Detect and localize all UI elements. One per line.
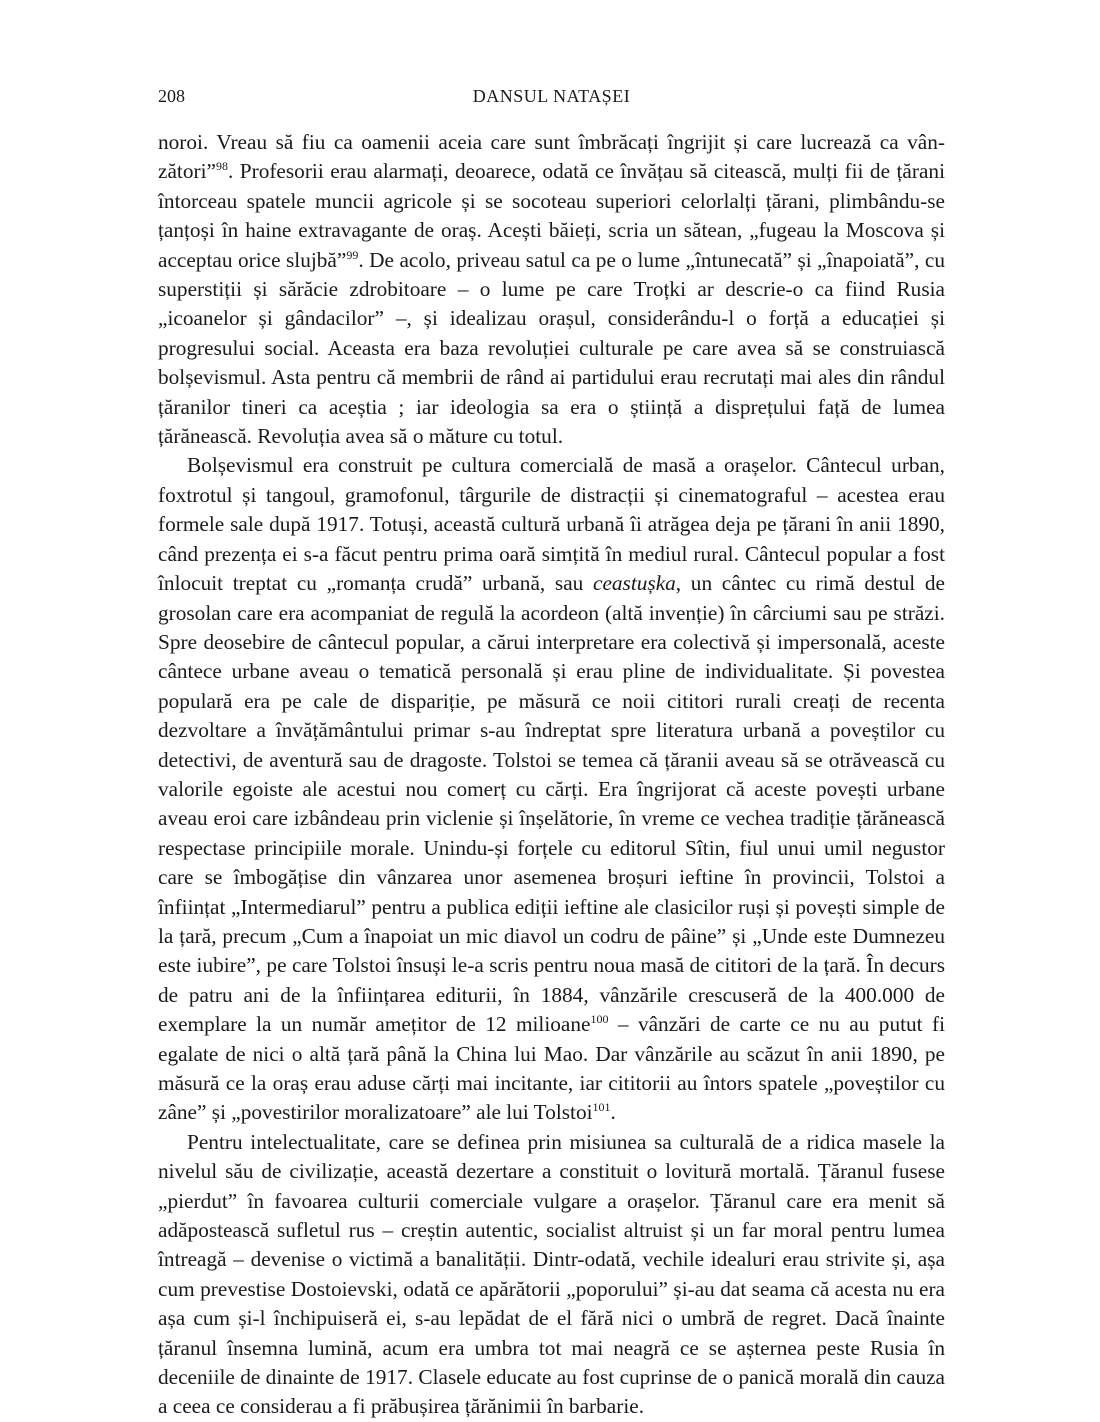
text-run: . Profesorii erau alarmați, deoarece, odată ce învățau să citească, mulți fii de țărani întorceau spatele muncii agricole și se socoteau superiori celorlalți țărani, plimbându-se țanțoși în haine extravagante de oraș. Acești băieți, scria un sătean, „fugeau la Moscova și acceptau orice slujbă” xyxy=(158,159,945,272)
text-run: noroi. Vreau să fiu ca oamenii aceia care sunt îmbrăcați îngrijit și care lucrează ca vânzători” xyxy=(158,130,945,184)
text-run: , un cântec cu rimă destul de grosolan care era acompaniat de regulă la acordeon (altă invenție) în cârciumi sau pe străzi. Spre deosebire de cântecul popular, a cărui interpretare era colectivă și impersonală, aceste cântece urbane aveau o tematică personală și erau pline de individualitate. Și povestea populară era pe cale de dispariție, pe măsură ce noii cititori rurali creați de recenta dezvoltare a învățământului primar s-au îndreptat spre literatura urbană a poveștilor cu detectivi, de aventură sau de dragoste. Tolstoi se temea că țăranii aveau să se otrăvească cu valorile egoiste ale acestui nou comerț cu cărți. Era îngrijorat că aceste povești urbane aveau eroi care izbândeau prin viclenie și înșelătorie, în vreme ce vechea tradiție țărănească respectase principiile morale. Unindu-și forțele cu editorul Sîtin, fiul unui umil negustor care se îmbogățise din vânzarea unor asemenea broșuri ieftine în provincii, Tolstoi a înființat „Intermediarul” pentru a publica ediții ieftine ale clasicilor ruși și povești simple de la țară, precum „Cum a înapoiat un mic diavol un codru de pâine” și „Unde este Dumnezeu este iubire”, pe care Tolstoi însuși le-a scris pentru noua masă de cititori de la țară. În decurs de patru ani de la înființarea editurii, în 1884, vânzările crescuseră de la 400.000 de exemplare la un număr amețitor de 12 milioane xyxy=(158,571,946,1037)
running-title: DANSUL NATAȘEI xyxy=(472,86,631,106)
footnote-ref: 100 xyxy=(590,1012,609,1027)
text-run: Pentru intelectualitate, care se definea prin misiunea sa culturală de a ridica masele la nivelul său de civilizație, această dezertare a constituit o lovitură mortală. Țăranul fusese „pierdut” în favoarea culturii comerciale vulgare a orașelor. Țăranul care era menit să adăpostească sufletul rus – creștin autentic, socialist altruist și un far moral pentru lumea întreagă – devenise o victimă a banalității. Dintr-odată, vechile idealuri erau strivite și, așa cum prevestise Dostoievski, odată ce apărătorii „poporului” și-au dat seama că acesta nu era așa cum și-l închipuiseră ei, s-au lepădat de el fără nici o umbră de regret. Dacă înainte țăranul însemna lumină, acum era umbra tot mai neagră ce se așternea peste Rusia în deceniile de dinainte de 1917. Clasele educate au fost cuprinse de o panică morală din cauza a ceea ce considerau a fi prăbușirea țărănimii în barbarie. xyxy=(158,1129,945,1419)
paragraph xyxy=(158,1128,945,1422)
footnote-ref: 101 xyxy=(592,1100,611,1115)
footnote-ref: 98 xyxy=(215,159,228,174)
page-header xyxy=(158,86,945,110)
text-run: . xyxy=(610,1100,616,1125)
text-run: – vânzări de carte ce nu au putut fi egalate de nici o altă țară până la China lui Mao. Dar vânzările au scăzut în anii 1890, pe măsură ce la oraș erau aduse cărți mai incitante, iar cititorii au întors spatele „poveștilor cu zâne” și „povestirilor moralizatoare” ale lui Tolstoi xyxy=(158,1012,946,1125)
page-number: 208 xyxy=(158,86,185,106)
paragraph xyxy=(158,128,945,451)
italic-term: ceastușka xyxy=(593,571,676,596)
text-run: Bolșevismul era construit pe cultura comercială de masă a orașelor. Cântecul urban, foxtrotul și tangoul, gramofonul, târgurile de distracții și cinematograful – acestea erau formele sale după 1917. Totuși, această cultură urbană îi atrăgea deja pe țărani în anii 1890, când prezența ei s-a făcut pentru prima oară simțită în mediul rural. Cântecul popular a fost înlocuit treptat cu „romanța crudă” urbană, sau xyxy=(158,453,945,596)
footnote-ref: 99 xyxy=(346,247,359,262)
text-run: . De acolo, priveau satul ca pe o lume „întunecată” și „înapoiată”, cu superstiții și sărăcie zdrobitoare – o lume pe care Troțki ar descrie-o ca fiind Rusia „icoanelor și gândacilor” –, și idealizau orașul, considerându-l o forță a educației și progresului social. Aceasta era baza revoluției culturale pe care avea să se construiască bolșevismul. Asta pentru că membrii de rând ai partidului erau recrutați mai ales din rândul țăranilor tineri ca aceștia ; iar ideologia sa era o știință a disprețului față de lumea țărănească. Revoluția avea să o măture cu totul. xyxy=(158,247,946,449)
body-text xyxy=(158,128,945,1422)
paragraph xyxy=(158,451,945,1127)
